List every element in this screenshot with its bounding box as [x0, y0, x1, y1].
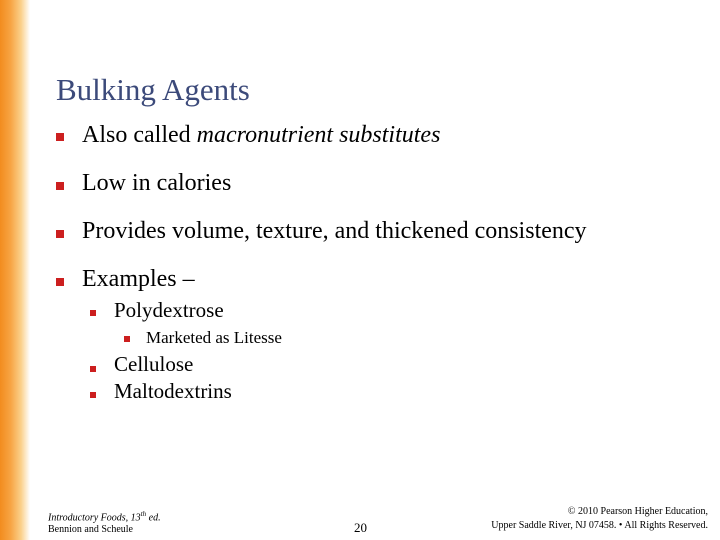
footer-book-info [48, 508, 161, 536]
book-title-text: Introductory Foods, 13 [48, 512, 141, 524]
bullet-marker [56, 182, 64, 190]
sub-sub-bullet-marker [124, 336, 130, 342]
left-accent-bar [0, 0, 30, 540]
sub-bullet-maltodextrins: Maltodextrins [114, 379, 232, 403]
copyright-line-1: © 2010 Pearson Higher Education, [567, 506, 708, 517]
bullet-low-calories: Low in calories [82, 170, 232, 196]
slide-title: Bulking Agents [56, 72, 250, 107]
bullet-examples: Examples – [82, 266, 195, 292]
copyright-line-2: Upper Saddle River, NJ 07458. • All Rights Reserved. [491, 520, 708, 531]
edition-suffix: ed. [146, 512, 161, 524]
sub-bullet-marker [90, 366, 96, 372]
sub-bullet-polydextrose: Polydextrose [114, 298, 224, 322]
bullet-provides-volume: Provides volume, texture, and thickened consistency [82, 218, 587, 244]
edition-superscript: th [140, 510, 147, 518]
page-number: 20 [354, 520, 367, 535]
sub-bullet-marker [90, 310, 96, 316]
sub-bullet-cellulose: Cellulose [114, 352, 194, 376]
bullet-marker [56, 230, 64, 238]
sub-sub-bullet-litesse: Marketed as Litesse [146, 328, 282, 347]
footer-copyright [491, 505, 708, 533]
footer-authors: Bennion and Scheule [48, 524, 133, 536]
bullet-marker [56, 278, 64, 286]
bullet-emphasis: macronutrient substitutes [196, 122, 441, 148]
bullet-text: Also called [82, 122, 197, 148]
bullet-macronutrient-substitutes [82, 122, 440, 149]
bullet-marker [56, 133, 64, 141]
footer-book-title [48, 508, 161, 524]
sub-bullet-marker [90, 392, 96, 398]
